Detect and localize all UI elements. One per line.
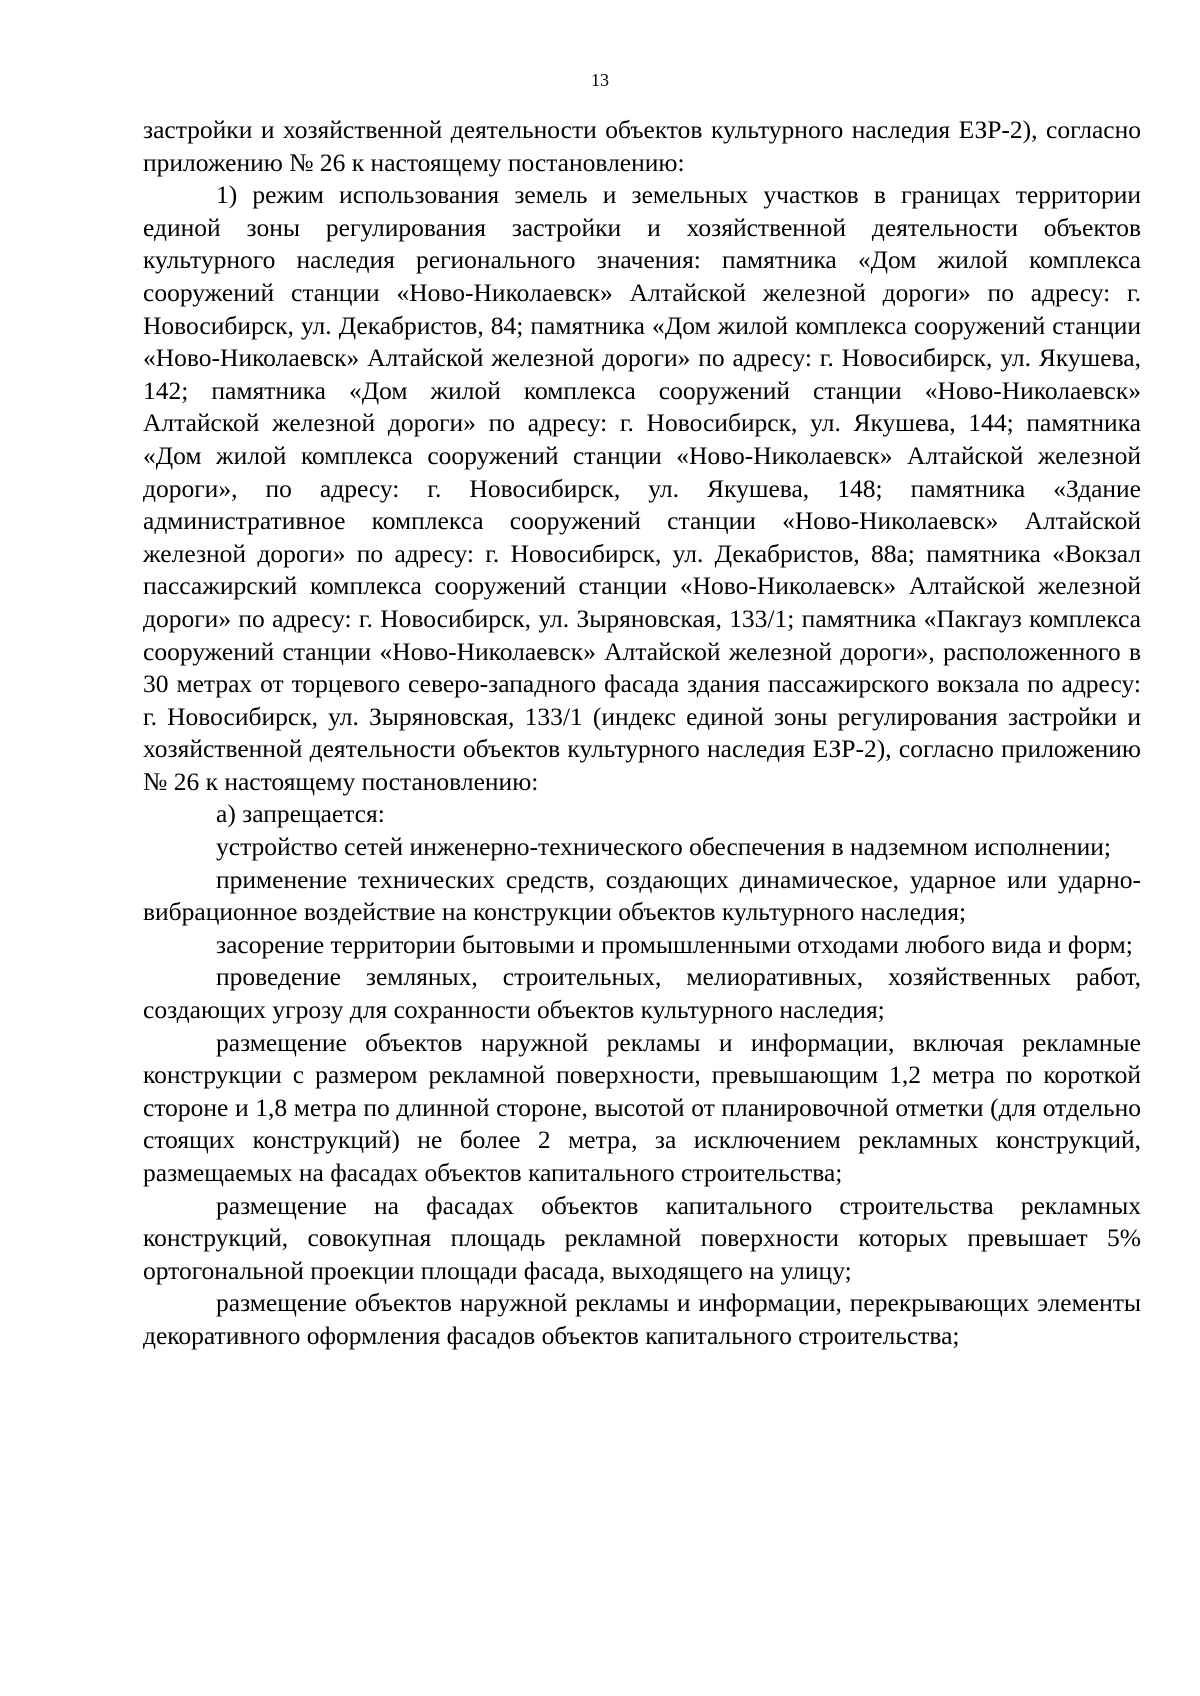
page-number: 13 [591,70,609,90]
document-body [143,114,1141,1353]
paragraph-prohibition-vibration: применение технических средств, создающих динамическое, ударное или ударно-вибрационное воздействие на конструкции объектов культурного наследия; [143,864,1141,927]
paragraph-continuation: застройки и хозяйственной деятельности объектов культурного наследия ЕЗР-2), согласно приложению № 26 к настоящему постановлению: [143,115,1141,177]
paragraph-prohibition-advertising-overlap: размещение объектов наружной рекламы и информации, перекрывающих элементы декоративного оформления фасадов объектов капитального строительства; [143,1288,1141,1350]
paragraph-prohibition-advertising-area: размещение на фасадах объектов капитального строительства рекламных конструкций, совокупная площадь рекламной поверхности которых превышает 5% ортогональной проекции площади фасада, выходящего на улицу; [143,1190,1141,1285]
paragraph-prohibition-earthworks: проведение земляных, строительных, мелиоративных, хозяйственных работ, создающих угрозу для сохранности объектов культурного наследия; [143,962,1141,1025]
paragraph-prohibited-heading: а) запрещается: [216,799,385,829]
paragraph-prohibition-waste: засорение территории бытовыми и промышленными отходами любого вида и форм; [216,929,1133,959]
paragraph-prohibition-advertising-size: размещение объектов наружной рекламы и информации, включая рекламные конструкции с размером рекламной поверхности, превышающим 1,2 метра по короткой стороне и 1,8 метра по длинной стороне, высотой от планировочной отметки (для отдельно стоящих конструкций) не более 2 метра, за исключением рекламных конструкций, размещаемых на фасадах объектов капитального строительства; [143,1027,1141,1187]
paragraph-prohibition-networks: устройство сетей инженерно-технического обеспечения в надземном исполнении; [216,832,1111,862]
paragraph-regime-item-1: 1) режим использования земель и земельных участков в границах территории единой зоны регулирования застройки и хозяйственной деятельности объектов культурного наследия регионального значения: памятника «Дом жилой комплекса сооружений станции «Ново-Николаевск» Алтайской железной дороги» по адресу: г. Новосибирск, ул. Декабристов, 84; памятника «Дом жилой комплекса сооружений станции «Ново-Николаевск» Алтайской железной дороги» по адресу: г. Новосибирск, ул. Якушева, 142; памятника «Дом жилой комплекса сооружений станции «Ново-Николаевск» Алтайской железной дороги» по адресу: г. Новосибирск, ул. Якушева, 144; памятника «Дом жилой комплекса сооружений станции «Ново-Николаевск» Алтайской железной дороги», по адресу: г. Новосибирск, ул. Якушева, 148; памятника «Здание административное комплекса сооружений станции «Ново-Николаевск» Алтайской железной дороги» по адресу: г. Новосибирск, ул. Декабристов, 88а; памятника «Вокзал пассажирский комплекса сооружений станции «Ново-Николаевск» Алтайской железной дороги» по адресу: г. Новосибирск, ул. Зыряновская, 133/1; памятника «Пакгауз комплекса сооружений станции «Ново-Николаевск» Алтайской железной дороги», расположенного в 30 метрах от торцевого северо-западного фасада здания пассажирского вокзала по адресу: г. Новосибирск, ул. Зыряновская, 133/1 (индекс единой зоны регулирования застройки и хозяйственной деятельности объектов культурного наследия ЕЗР-2), согласно приложению № 26 к настоящему постановлению: [143,180,1141,796]
